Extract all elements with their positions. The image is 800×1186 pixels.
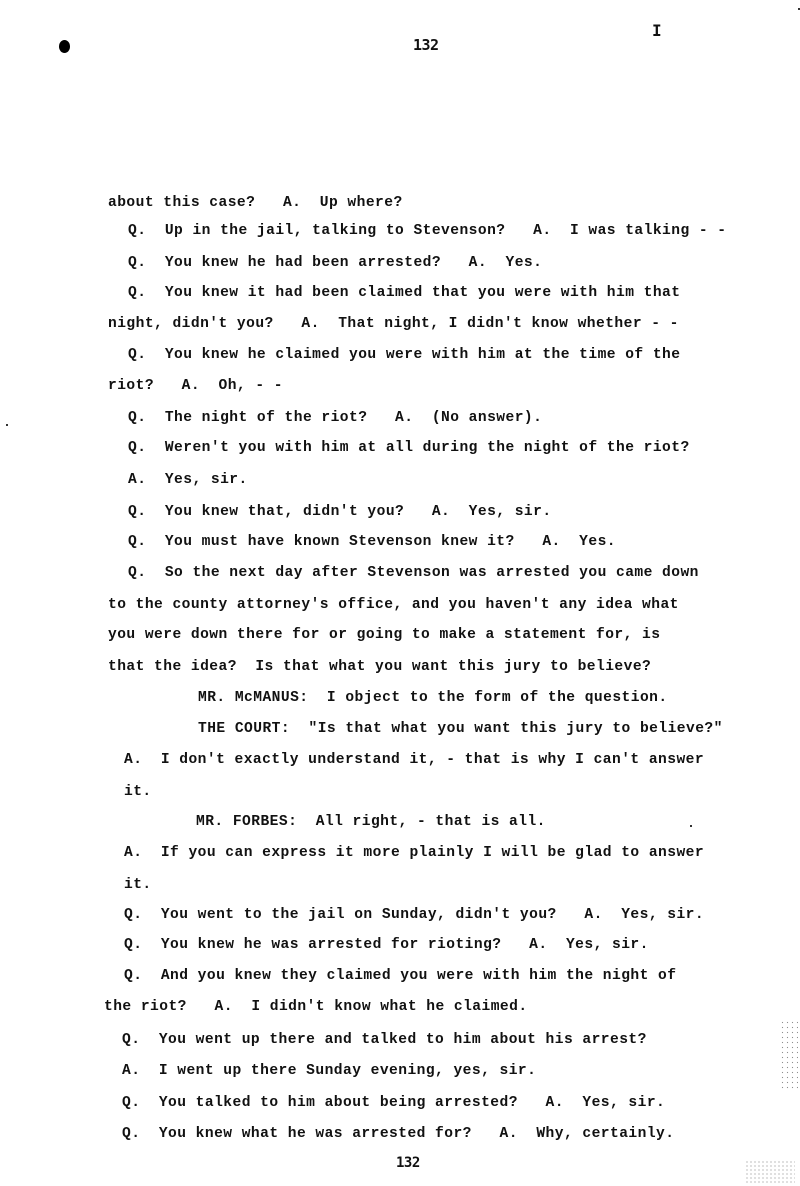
- transcript-line: Q. You knew he claimed you were with him at the time of the: [128, 347, 681, 363]
- transcript-line: Q. You knew he had been arrested? A. Yes.: [128, 255, 543, 271]
- transcript-line: MR. FORBES: All right, - that is all.: [196, 814, 546, 830]
- scan-noise: [780, 1020, 798, 1090]
- transcript-line: A. I went up there Sunday evening, yes, sir.: [122, 1063, 537, 1079]
- transcript-line: night, didn't you? A. That night, I didn't know whether - -: [108, 316, 679, 332]
- transcript-line: to the county attorney's office, and you haven't any idea what: [108, 597, 679, 613]
- transcript-line: about this case? A. Up where?: [108, 195, 403, 211]
- transcript-line: A. Yes, sir.: [128, 472, 248, 488]
- transcript-line: the riot? A. I didn't know what he claimed.: [104, 999, 528, 1015]
- scan-noise: [745, 1160, 795, 1184]
- punch-hole-mark: [59, 40, 70, 53]
- transcript-line: Q. You went to the jail on Sunday, didn't you? A. Yes, sir.: [124, 907, 705, 923]
- transcript-line: Q. You knew what he was arrested for? A. Why, certainly.: [122, 1126, 675, 1142]
- transcript-line: Q. The night of the riot? A. (No answer).: [128, 410, 543, 426]
- scan-speck: [6, 424, 8, 426]
- transcript-line: that the idea? Is that what you want this jury to believe?: [108, 659, 652, 675]
- page-number-bottom: 132: [396, 1155, 420, 1171]
- transcript-line: Q. Weren't you with him at all during the night of the riot?: [128, 440, 690, 456]
- transcript-line: Q. Up in the jail, talking to Stevenson? A. I was talking - -: [128, 223, 727, 239]
- transcript-line: Q. You knew he was arrested for rioting? A. Yes, sir.: [124, 937, 649, 953]
- transcript-line: THE COURT: "Is that what you want this jury to believe?": [198, 721, 723, 737]
- page-number-top: 132: [413, 36, 439, 54]
- transcript-line: Q. So the next day after Stevenson was arrested you came down: [128, 565, 699, 581]
- transcript-line: Q. And you knew they claimed you were with him the night of: [124, 968, 677, 984]
- transcript-line: Q. You knew it had been claimed that you were with him that: [128, 285, 681, 301]
- transcript-line: Q. You knew that, didn't you? A. Yes, sir.: [128, 504, 552, 520]
- transcript-line: MR. McMANUS: I object to the form of the question.: [198, 690, 668, 706]
- transcript-line: A. If you can express it more plainly I will be glad to answer: [124, 845, 705, 861]
- transcript-line: it.: [124, 784, 152, 800]
- transcript-line: it.: [124, 877, 152, 893]
- transcript-line: Q. You must have known Stevenson knew it? A. Yes.: [128, 534, 617, 550]
- scan-speck: [690, 825, 692, 827]
- transcript-line: A. I don't exactly understand it, - that is why I can't answer: [124, 752, 705, 768]
- corner-mark: I: [652, 21, 662, 40]
- transcript-line: Q. You went up there and talked to him about his arrest?: [122, 1032, 647, 1048]
- transcript-line: riot? A. Oh, - -: [108, 378, 283, 394]
- transcript-line: Q. You talked to him about being arrested? A. Yes, sir.: [122, 1095, 666, 1111]
- transcript-line: you were down there for or going to make a statement for, is: [108, 627, 661, 643]
